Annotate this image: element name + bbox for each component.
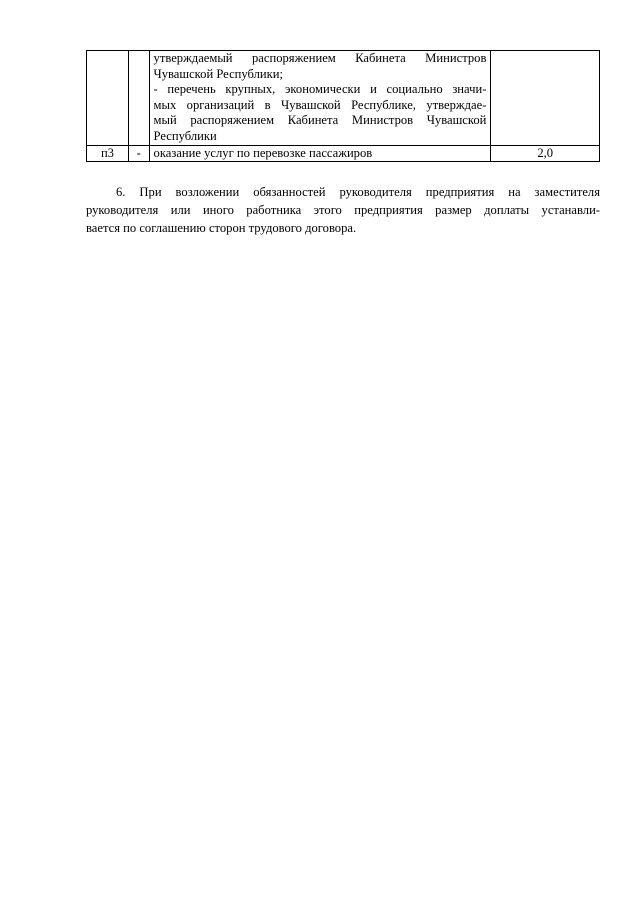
table-cell-value: 2,0 — [491, 145, 600, 162]
description-line: - перечень крупных, экономически и социально значи- — [153, 82, 487, 97]
paragraph-line: руководителя или иного работника этого предприятия размер доплаты устанавли- — [86, 203, 600, 217]
paragraph-line: 6. При возложении обязанностей руководителя предприятия на заместителя — [116, 185, 600, 199]
table-row — [87, 51, 600, 146]
description-line: оказание услуг по перевозке пассажиров — [153, 145, 373, 160]
table-cell-dash: - — [128, 145, 149, 162]
table-cell-description — [149, 145, 491, 162]
table-cell-code: п3 — [87, 145, 129, 162]
description-line: мый распоряжением Кабинета Министров Чувашской — [153, 113, 487, 128]
table-cell-dash — [128, 51, 149, 146]
description-line: Республики — [153, 128, 217, 143]
paragraph-line: вается по соглашению сторон трудового договора. — [86, 221, 357, 235]
rates-table — [86, 50, 600, 162]
paragraph-6 — [86, 183, 600, 237]
description-line: мых организаций в Чувашской Республике, утверждае- — [153, 97, 487, 112]
table-row — [87, 145, 600, 162]
table-cell-value — [491, 51, 600, 146]
description-line: утверждаемый распоряжением Кабинета Министров — [153, 51, 487, 65]
table-cell-description — [149, 51, 491, 146]
description-line: Чувашской Республики; — [153, 66, 284, 81]
table-cell-code — [87, 51, 129, 146]
